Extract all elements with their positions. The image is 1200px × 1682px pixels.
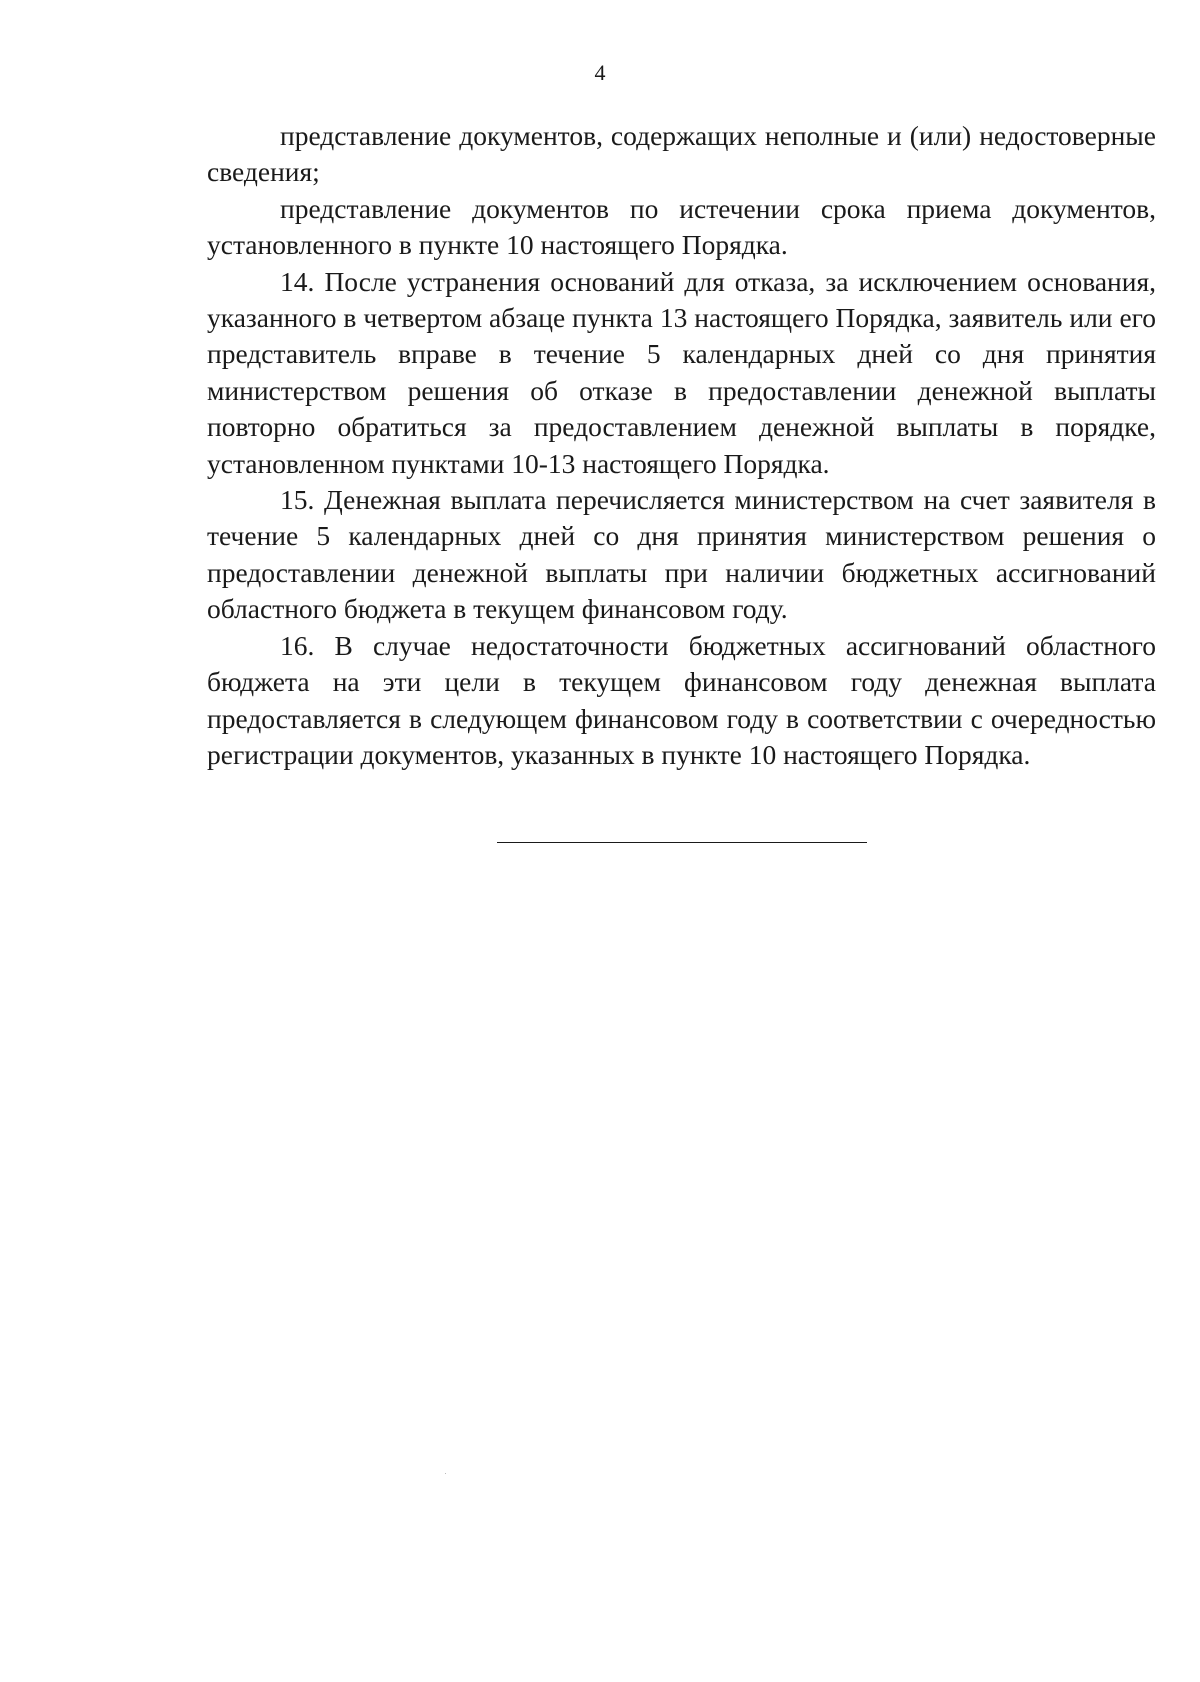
end-of-document-rule	[497, 842, 867, 843]
paragraph-number: 14.	[280, 265, 315, 297]
paragraph-15	[207, 482, 1156, 628]
paragraph-number: 15.	[280, 484, 315, 516]
paragraph-incomplete-documents	[207, 118, 1156, 191]
paragraph-text: В случае недостаточности бюджетных ассигнований областного бюджета на эти цели в текущем финансовом году денежная выплата предоставляется в следующем финансовом году в соответствии с очередностью регистрации документов, указанных в пункте 10 настоящего Порядка.	[207, 629, 1157, 770]
paragraph-late-documents	[207, 191, 1156, 264]
paragraph-number: 16.	[280, 629, 315, 661]
paragraph-16	[207, 628, 1156, 774]
paragraph-text: После устранения оснований для отказа, за исключением основания, указанного в четвертом абзаце пункта 13 настоящего Порядка, заявитель или его представитель вправе в течение 5 календарных дней со дня принятия министерством решения об отказе в предоставлении денежной выплаты повторно обратиться за предоставлением денежной выплаты в порядке, установленном пунктами 10-13 настоящего Порядка.	[207, 265, 1156, 479]
paragraph-text: представление документов по истечении срока приема документов, установленного в пункте 10 настоящего Порядка.	[207, 192, 1156, 261]
scan-speck	[445, 1473, 446, 1474]
paragraph-text: представление документов, содержащих неполные и (или) недостоверные сведения;	[207, 120, 1156, 188]
paragraph-14	[207, 264, 1156, 482]
document-body	[207, 118, 1156, 773]
paragraph-text: Денежная выплата перечисляется министерством на счет заявителя в течение 5 календарных дней со дня принятия министерством решения о предоставлении денежной выплаты при наличии бюджетных ассигнований областного бюджета в текущем финансовом году.	[207, 484, 1156, 625]
page-number: 4	[594, 60, 606, 85]
